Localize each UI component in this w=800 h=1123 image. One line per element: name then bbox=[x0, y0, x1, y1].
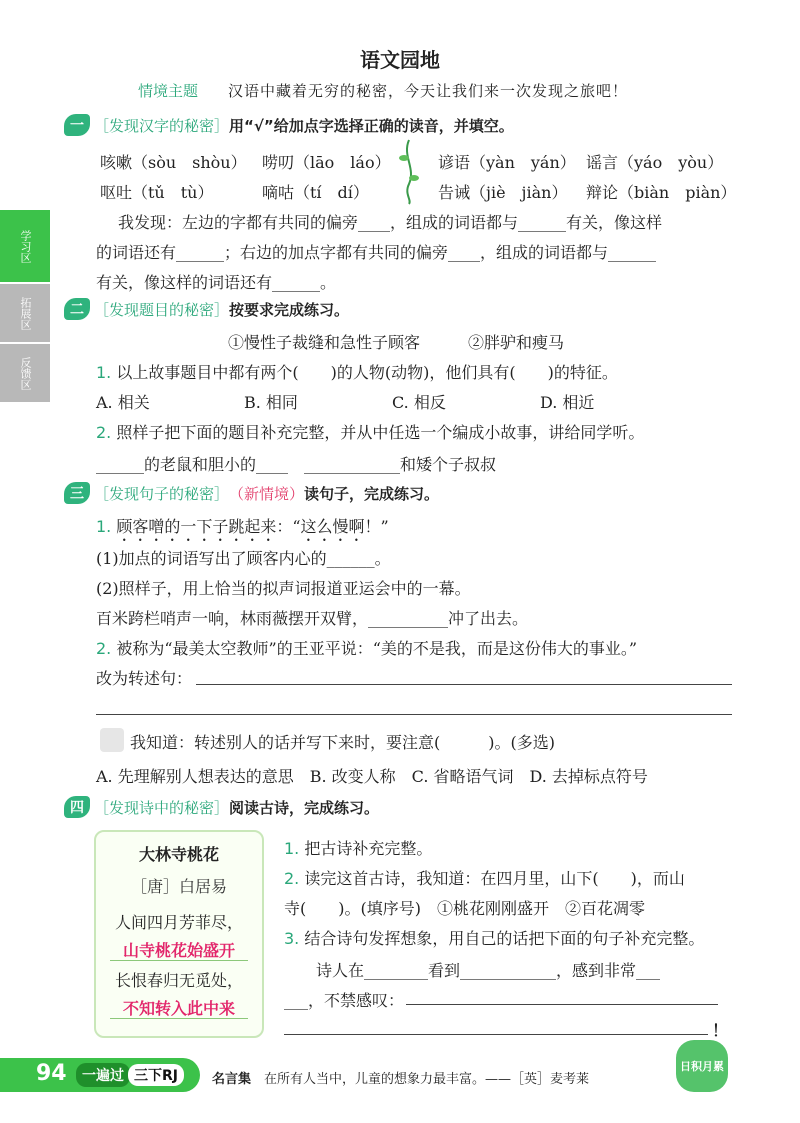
section-4-header bbox=[64, 796, 379, 818]
daily-stamp-icon: 日积月累 bbox=[676, 1040, 728, 1092]
sec1-para-3: 有关，像这样的词语还有______。 bbox=[96, 273, 337, 292]
sec4-q1-text: 把古诗补充完整。 bbox=[304, 839, 433, 858]
side-tab-study-label: 学习区 bbox=[19, 229, 32, 263]
section-3-badge: 三 bbox=[64, 482, 90, 504]
poem-line-3: 长恨春归无觅处， bbox=[114, 971, 243, 990]
sec4-q2a bbox=[284, 866, 685, 889]
sec2-q1-num: 1. bbox=[96, 363, 112, 382]
theme-text: 汉语中藏着无穷的秘密，今天让我们来一次发现之旅吧！ bbox=[228, 82, 629, 100]
answer-line-1[interactable] bbox=[196, 684, 732, 685]
section-3-instruction: 读句子，完成练习。 bbox=[304, 484, 440, 503]
sec2-option-d[interactable]: D. 相近 bbox=[540, 393, 595, 412]
sec3-know[interactable]: 我知道：转述别人的话并写下来时，要注意( )。(多选) bbox=[130, 733, 555, 752]
sec3-q1a[interactable]: (1)加点的词语写出了顾客内心的______。 bbox=[96, 549, 391, 568]
sec2-q2-fill[interactable]: ______的老鼠和胆小的____ ____________和矮个子叔叔 bbox=[96, 455, 497, 474]
section-3-tag: ［发现句子的秘密］ bbox=[94, 484, 230, 503]
section-3-new-tag: （新情境） bbox=[229, 484, 305, 503]
sec2-q1 bbox=[96, 360, 618, 383]
section-2-instruction: 按要求完成练习。 bbox=[229, 300, 350, 319]
section-4-instruction: 阅读古诗，完成练习。 bbox=[229, 798, 380, 817]
side-tab-feedback[interactable] bbox=[0, 344, 50, 402]
grade-label: 三下RJ bbox=[128, 1064, 184, 1086]
quote-label: 名言集 bbox=[212, 1072, 252, 1087]
section-1-badge: 一 bbox=[64, 114, 90, 136]
poem-answer-line-2[interactable] bbox=[284, 1034, 708, 1035]
sec2-stories: ①慢性子裁缝和急性子顾客 ②胖驴和瘦马 bbox=[228, 333, 565, 352]
poem-line-4: 不知转入此中来 bbox=[122, 999, 235, 1018]
sec3-q2-text: 被称为“最美太空教师”的王亚平说：“美的不是我，而是这份伟大的事业。” bbox=[116, 639, 638, 658]
section-2-tag: ［发现题目的秘密］ bbox=[94, 300, 230, 319]
section-4-tag: ［发现诗中的秘密］ bbox=[94, 798, 230, 817]
sec4-q3b: ___，不禁感叹： bbox=[284, 991, 405, 1010]
sec3-q2 bbox=[96, 636, 637, 659]
answer-line-2[interactable] bbox=[96, 714, 732, 715]
brand-logo: 一遍过 bbox=[76, 1063, 130, 1087]
sec4-q2a-text: 读完这首古诗，我知道：在四月里，山下( )，而山 bbox=[304, 869, 685, 888]
sec1-word-2: 唠叨（lāo láo） bbox=[262, 153, 391, 172]
poem-rule-1 bbox=[110, 960, 248, 961]
poem-card bbox=[94, 830, 264, 1038]
sec4-q2-num: 2. bbox=[284, 869, 300, 888]
sec4-q3c-end: ！ bbox=[712, 1021, 729, 1040]
sec2-option-a[interactable]: A. 相关 bbox=[96, 393, 150, 412]
poem-author: ［唐］白居易 bbox=[130, 877, 227, 896]
sec3-options[interactable]: A. 先理解别人想表达的意思 B. 改变人称 C. 省略语气词 D. 去掉标点符号 bbox=[96, 767, 648, 786]
sec1-word-3: 谚语（yàn yán） bbox=[438, 153, 576, 172]
sec2-q1-text: 以上故事题目中都有两个( )的人物(动物)，他们具有( )的特征。 bbox=[116, 363, 618, 382]
sec4-q3-num: 3. bbox=[284, 929, 300, 948]
sec4-q3a[interactable]: 诗人在________看到____________，感到非常___ bbox=[316, 961, 661, 980]
poem-title: 大林寺桃花 bbox=[138, 845, 219, 864]
sec1-word-1: 咳嗽（sòu shòu） bbox=[100, 153, 247, 172]
sec1-word-5: 呕吐（tǔ tù） bbox=[100, 183, 214, 202]
sec2-option-c[interactable]: C. 相反 bbox=[392, 393, 446, 412]
sec4-q2b[interactable]: 寺( )。(填序号) ①桃花刚刚盛开 ②百花凋零 bbox=[284, 899, 645, 918]
sec1-para-2: 的词语还有______；右边的加点字都有共同的偏旁____，组成的词语都与______ bbox=[96, 243, 657, 262]
page-number: 94 bbox=[36, 1061, 67, 1086]
section-2-header bbox=[64, 298, 349, 320]
side-tab-feedback-label: 反馈区 bbox=[19, 356, 32, 390]
section-1-header bbox=[64, 114, 514, 136]
sec1-word-4: 谣言（yáo yòu） bbox=[586, 153, 724, 172]
theme-label: 情境主题 bbox=[138, 82, 199, 100]
section-1-instruction: 用“√”给加点字选择正确的读音，并填空。 bbox=[229, 116, 514, 135]
sec4-q1 bbox=[284, 836, 432, 859]
sec1-para-1: 我发现：左边的字都有共同的偏旁____，组成的词语都与______有关，像这样 bbox=[118, 213, 663, 232]
section-1-tag: ［发现汉字的秘密］ bbox=[94, 116, 230, 135]
sec4-q3-text: 结合诗句发挥想象，用自己的话把下面的句子补充完整。 bbox=[304, 929, 705, 948]
hint-icon bbox=[100, 728, 124, 752]
sec1-word-7: 告诫（jiè jiàn） bbox=[438, 183, 568, 202]
sec3-q1-num: 1. bbox=[96, 517, 112, 536]
sec2-q2-text: 照样子把下面的题目补充完整，并从中任选一个编成小故事，讲给同学听。 bbox=[116, 423, 645, 442]
sec3-q1-text: 顾客噌的一下子跳起来：“这么慢啊！” bbox=[116, 517, 389, 536]
section-2-badge: 二 bbox=[64, 298, 90, 320]
sec2-q2-num: 2. bbox=[96, 423, 112, 442]
sec4-q1-num: 1. bbox=[284, 839, 300, 858]
sec2-option-b[interactable]: B. 相同 bbox=[244, 393, 298, 412]
section-3-header bbox=[64, 482, 439, 504]
poem-line-1: 人间四月芳菲尽， bbox=[114, 913, 243, 932]
poem-answer-line-1[interactable] bbox=[406, 1004, 718, 1005]
side-tab-extend[interactable] bbox=[0, 284, 50, 342]
section-4-badge: 四 bbox=[64, 796, 90, 818]
poem-line-2: 山寺桃花始盛开 bbox=[122, 941, 235, 960]
quote-text: 在所有人当中，儿童的想象力最丰富。——［英］麦考莱 bbox=[264, 1072, 590, 1087]
sec3-q2-label: 改为转述句： bbox=[96, 669, 193, 688]
sec1-word-6: 嘀咕（tí dí） bbox=[262, 183, 369, 202]
side-tab-study[interactable] bbox=[0, 210, 50, 282]
footer-quote bbox=[212, 1068, 589, 1087]
sec3-q1b: (2)照样子，用上恰当的拟声词报道亚运会中的一幕。 bbox=[96, 579, 471, 598]
sec3-q1c[interactable]: 百米跨栏哨声一响，林雨薇摆开双臂，__________冲了出去。 bbox=[96, 609, 529, 628]
sec3-q2-num: 2. bbox=[96, 639, 112, 658]
vine-divider-icon bbox=[398, 138, 420, 206]
sec1-word-8: 辩论（biàn piàn） bbox=[586, 183, 737, 202]
poem-rule-2 bbox=[110, 1018, 248, 1019]
sec3-q1 bbox=[96, 514, 389, 545]
sec4-q3 bbox=[284, 926, 704, 949]
sec2-q2 bbox=[96, 420, 644, 443]
side-tab-extend-label: 拓展区 bbox=[19, 296, 32, 330]
page-title: 语文园地 bbox=[360, 48, 440, 72]
